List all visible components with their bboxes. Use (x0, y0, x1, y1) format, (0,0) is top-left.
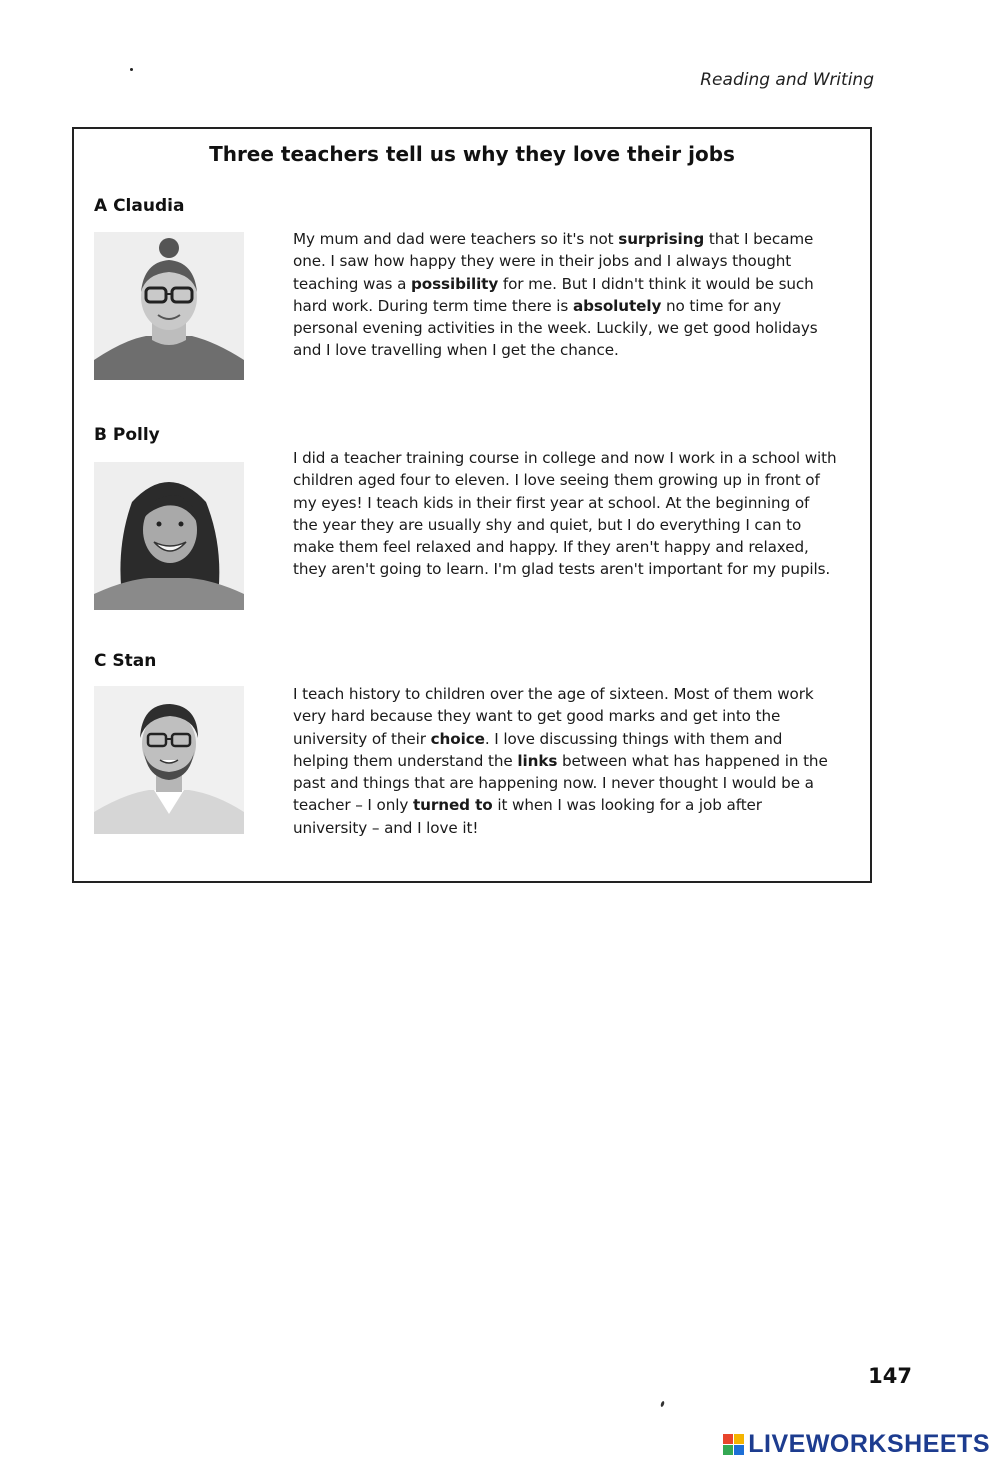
print-speck (130, 68, 133, 71)
teacher-name-stan: C Stan (94, 651, 157, 671)
logo-square (723, 1434, 733, 1444)
logo-square (734, 1434, 744, 1444)
article-title: Three teachers tell us why they love their jobs (209, 142, 735, 166)
teacher-photo-stan (94, 686, 244, 834)
portrait-man-glasses-icon (94, 686, 244, 834)
running-header: Reading and Writing (700, 70, 874, 90)
logo-square (734, 1445, 744, 1455)
print-speck (660, 1401, 665, 1408)
logo-square (723, 1445, 733, 1455)
watermark-text: LIVEWORKSHEETS (748, 1430, 990, 1458)
teacher-name-claudia: A Claudia (94, 196, 185, 216)
portrait-woman-glasses-icon (94, 232, 244, 380)
liveworksheets-watermark[interactable] (723, 1430, 990, 1459)
teacher-photo-polly (94, 462, 244, 610)
teacher-text-polly: I did a teacher training course in college and now I work in a school with children aged four to eleven. I love seeing them growing up in front of my eyes! I teach kids in their first year at school. At the beginning of the year they are usually shy and quiet, but I do everything I can to make them feel relaxed and happy. If they aren't happy and relaxed, they aren't going to learn. I'm glad tests aren't important for my pupils. (293, 449, 837, 579)
teacher-photo-claudia (94, 232, 244, 380)
portrait-woman-smiling-icon (94, 462, 244, 610)
liveworksheets-logo-icon (723, 1434, 744, 1455)
teacher-name-polly: B Polly (94, 425, 160, 445)
teacher-text-stan: I teach history to children over the age of sixteen. Most of them work very hard because they want to get good marks and get into the university of their choice. I love discussing things with them and helping them understand the links between what has happened in the past and things that are happening now. I never thought I would be a teacher – I only turned to it when I was looking for a job after university – and I love it! (293, 685, 828, 837)
page-number: 147 (868, 1364, 912, 1388)
article-box (72, 127, 872, 883)
teacher-text-claudia: My mum and dad were teachers so it's not surprising that I became one. I saw how happy they were in their jobs and I always thought teaching was a possibility for me. But I didn't think it would be such hard work. During term time there is absolutely no time for any personal evening activities in the week. Luckily, we get good holidays and I love travelling when I get the chance. (293, 230, 818, 360)
